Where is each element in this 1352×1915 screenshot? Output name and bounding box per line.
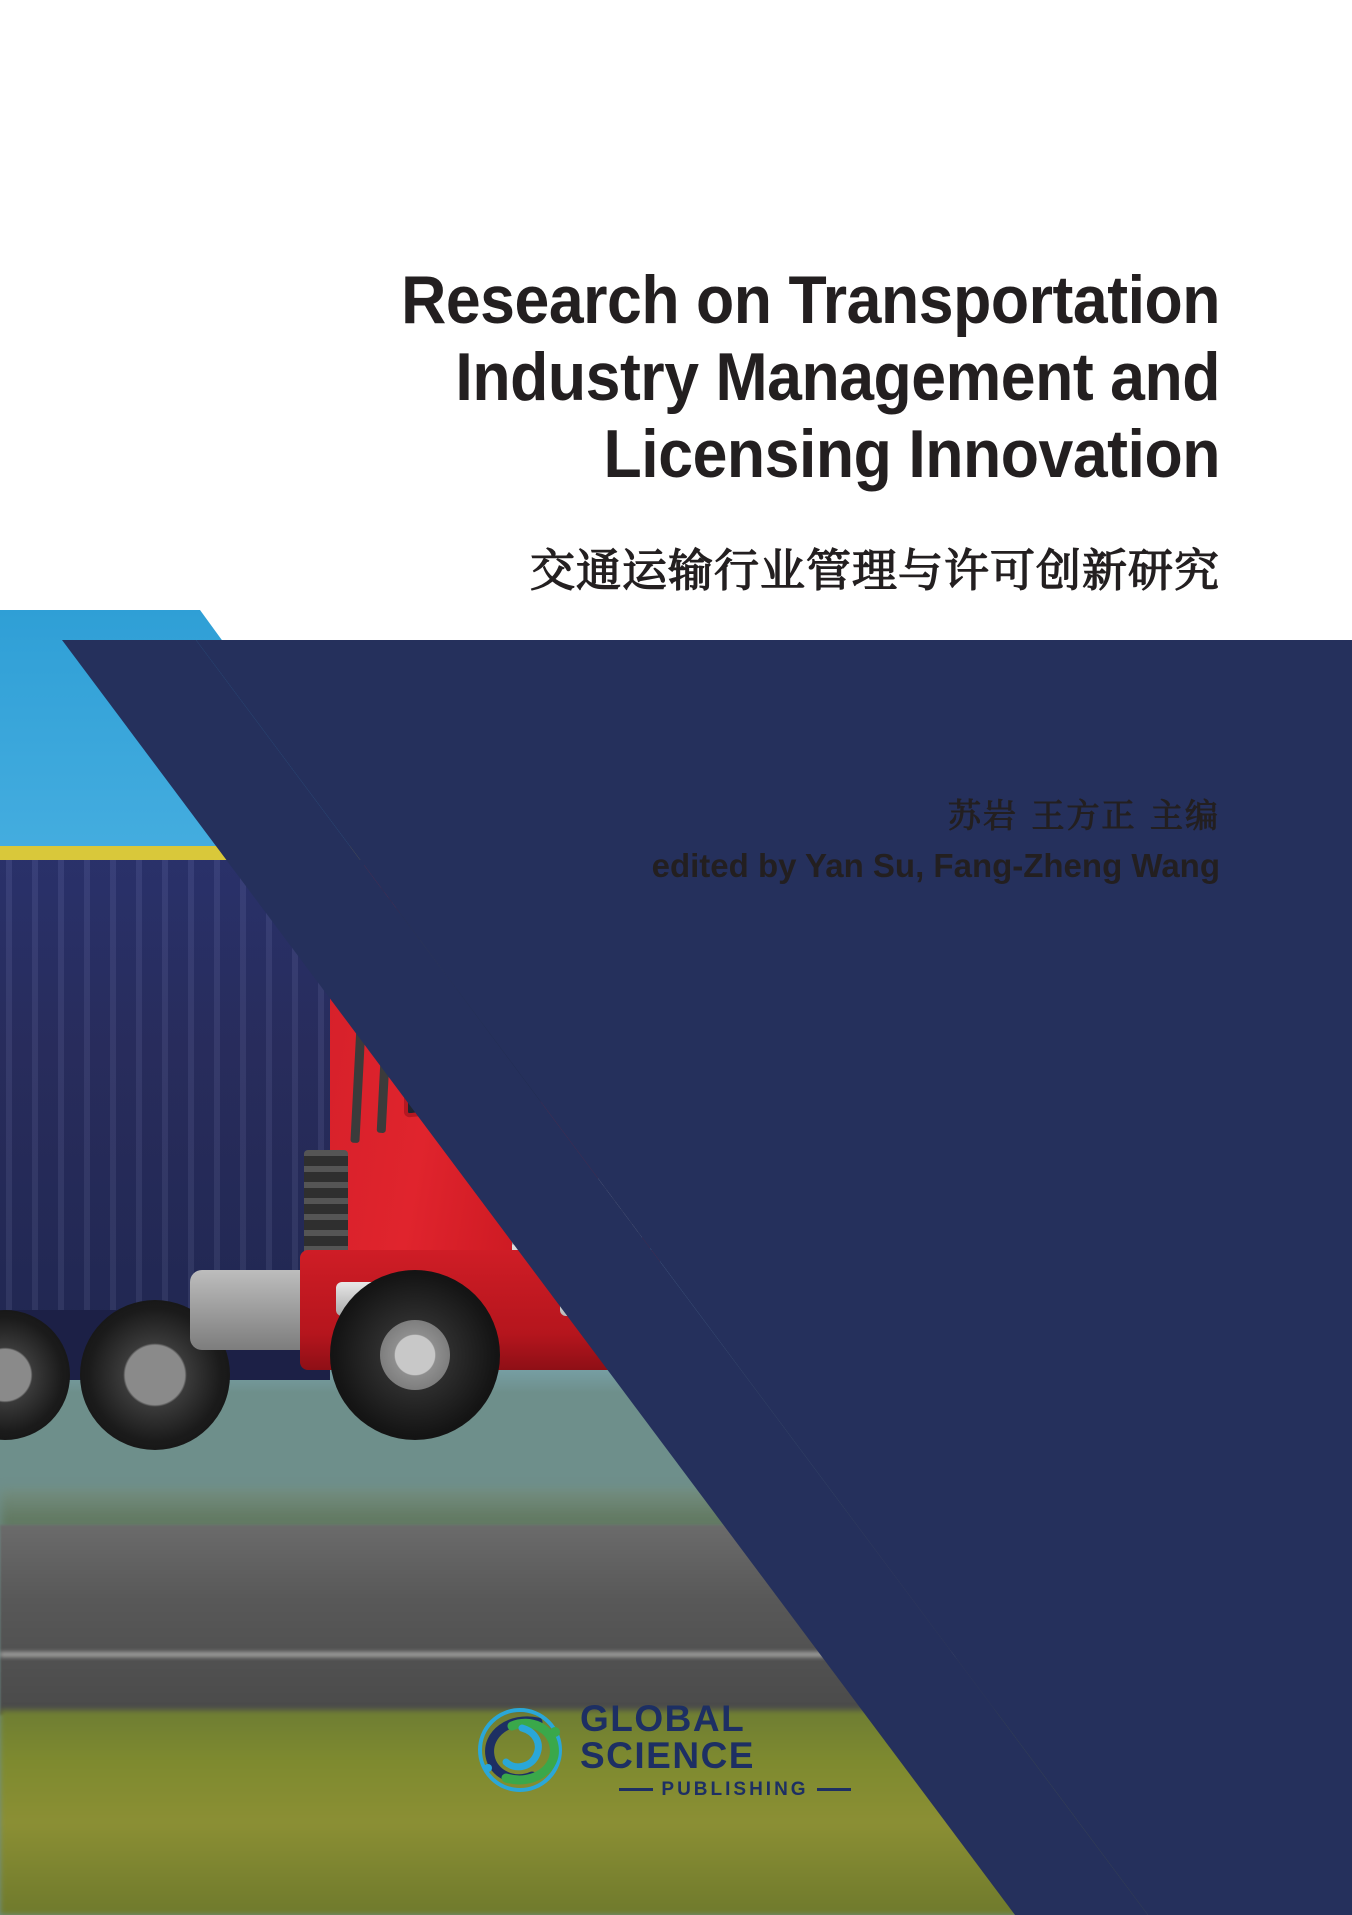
title-line-2: Industry Management and <box>455 338 1220 415</box>
publisher-logo <box>470 1690 890 1810</box>
truck-front-wheel <box>330 1270 500 1440</box>
publisher-subtitle: PUBLISHING <box>661 1778 809 1800</box>
authors-english: edited by Yan Su, Fang-Zheng Wang <box>651 847 1220 884</box>
publisher-subtitle-row <box>580 1779 890 1801</box>
title-line-1: Research on Transportation <box>401 262 1220 338</box>
publisher-rule-left <box>619 1788 653 1791</box>
title-chinese: 交通运输行业管理与许可创新研究 <box>529 544 1220 598</box>
publisher-name: GLOBAL SCIENCE <box>580 1697 755 1776</box>
title-line-3: Licensing Innovation <box>603 415 1220 492</box>
cover-title-block <box>220 262 1220 599</box>
global-science-swirl-logo-icon <box>470 1698 574 1802</box>
cover-authors-block <box>300 790 1220 885</box>
publisher-text <box>580 1697 890 1801</box>
publisher-rule-right <box>817 1788 851 1791</box>
authors-chinese: 苏岩 王方正 主编 <box>948 796 1220 835</box>
